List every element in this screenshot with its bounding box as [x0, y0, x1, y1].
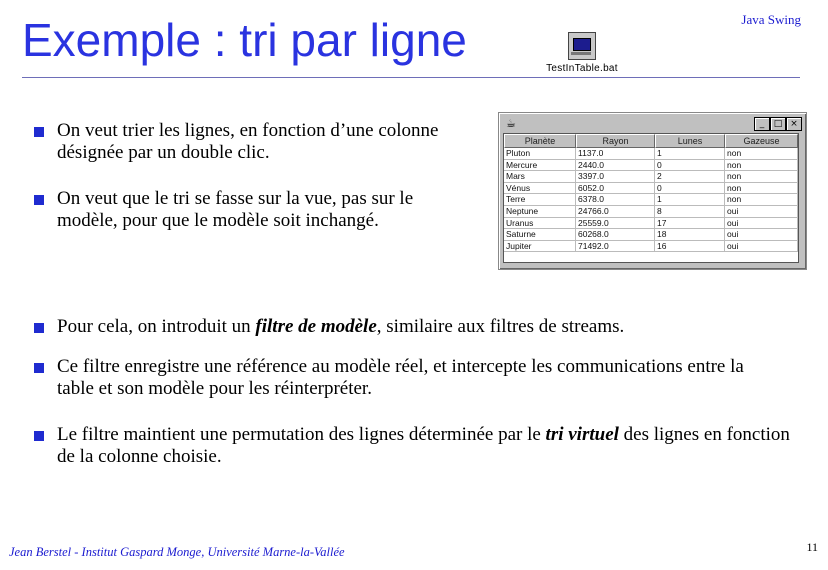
cell[interactable]: non	[725, 160, 798, 172]
cell[interactable]: 3397.0	[576, 171, 655, 183]
table-row[interactable]	[504, 194, 798, 206]
table-row[interactable]	[504, 206, 798, 218]
cell[interactable]: Mercure	[504, 160, 576, 172]
cell[interactable]: Pluton	[504, 148, 576, 160]
page-number: 11	[806, 540, 818, 554]
cell[interactable]: 60268.0	[576, 229, 655, 241]
cell[interactable]: 16	[655, 241, 725, 253]
cell[interactable]: Vénus	[504, 183, 576, 195]
minimize-button[interactable]: _	[754, 117, 770, 131]
cell[interactable]: 18	[655, 229, 725, 241]
bullet-5-emphasis: tri virtuel	[545, 424, 619, 445]
cell[interactable]: oui	[725, 206, 798, 218]
bullet-square-icon	[34, 363, 44, 373]
bullet-square-icon	[34, 323, 44, 333]
bullet-3-text-pre: Pour cela, on introduit un	[57, 316, 256, 337]
batch-file-icon	[568, 32, 596, 60]
bullet-1-text: On veut trier les lignes, en fonction d’une colonne désignée par un double clic.	[57, 120, 439, 163]
table-row[interactable]	[504, 183, 798, 195]
bullet-5-text-pre: Le filtre maintient une permutation des lignes déterminée par le	[57, 424, 546, 445]
table-header	[504, 134, 798, 148]
table-row[interactable]	[504, 241, 798, 253]
bullet-2	[34, 188, 474, 232]
cell[interactable]: 71492.0	[576, 241, 655, 253]
table-row[interactable]	[504, 229, 798, 241]
cell[interactable]: non	[725, 194, 798, 206]
title-rule	[22, 77, 800, 78]
cell[interactable]: non	[725, 183, 798, 195]
desktop-shortcut[interactable]	[542, 32, 622, 74]
cell[interactable]: 0	[655, 183, 725, 195]
slide-footer: Jean Berstel - Institut Gaspard Monge, Université Marne-la-Vallée	[9, 545, 345, 559]
bullet-square-icon	[34, 431, 44, 441]
table-row[interactable]	[504, 160, 798, 172]
cell[interactable]: non	[725, 148, 798, 160]
bullet-2-text: On veut que le tri se fasse sur la vue, pas sur le modèle, pour que le modèle soit inchangé.	[57, 188, 414, 231]
cell[interactable]: 2440.0	[576, 160, 655, 172]
cell[interactable]: Mars	[504, 171, 576, 183]
cell[interactable]: Neptune	[504, 206, 576, 218]
bullet-5-text-post: des lignes en fonction de la colonne choisie.	[57, 424, 790, 467]
cell[interactable]: 25559.0	[576, 218, 655, 230]
table-row[interactable]	[504, 171, 798, 183]
cell[interactable]: oui	[725, 241, 798, 253]
cell[interactable]: Terre	[504, 194, 576, 206]
cell[interactable]: 2	[655, 171, 725, 183]
column-header-lunes[interactable]: Lunes	[655, 134, 725, 148]
cell[interactable]: Uranus	[504, 218, 576, 230]
cell[interactable]: oui	[725, 229, 798, 241]
cell[interactable]: 8	[655, 206, 725, 218]
slide-title: Exemple : tri par ligne	[22, 14, 467, 66]
close-button[interactable]: ×	[786, 117, 802, 131]
cell[interactable]: Jupiter	[504, 241, 576, 253]
cell[interactable]: 1137.0	[576, 148, 655, 160]
cell[interactable]: 24766.0	[576, 206, 655, 218]
header-right: Java Swing	[741, 12, 801, 27]
cell[interactable]: 1	[655, 148, 725, 160]
bullet-5	[34, 424, 794, 468]
table-row[interactable]	[504, 218, 798, 230]
desktop-shortcut-label: TestInTable.bat	[546, 63, 618, 74]
table-row[interactable]	[504, 148, 798, 160]
bullet-4-text: Ce filtre enregistre une référence au modèle réel, et intercepte les communications entre la table et son modèle pour les réinterpréter.	[57, 356, 744, 399]
column-header-planete[interactable]: Planète	[504, 134, 576, 148]
planet-table[interactable]	[503, 133, 799, 263]
cell[interactable]: non	[725, 171, 798, 183]
java-cup-icon: ☕	[506, 117, 516, 130]
cell[interactable]: 1	[655, 194, 725, 206]
cell[interactable]: oui	[725, 218, 798, 230]
cell[interactable]: 6378.0	[576, 194, 655, 206]
cell[interactable]: 17	[655, 218, 725, 230]
bullet-3-text-post: , similaire aux filtres de streams.	[376, 316, 625, 337]
table-window	[498, 112, 807, 270]
cell[interactable]: 0	[655, 160, 725, 172]
cell[interactable]: Saturne	[504, 229, 576, 241]
window-titlebar[interactable]	[502, 116, 803, 132]
column-header-gazeuse[interactable]: Gazeuse	[725, 134, 798, 148]
cell[interactable]: 6052.0	[576, 183, 655, 195]
bullet-1	[34, 120, 474, 164]
bullet-square-icon	[34, 195, 44, 205]
bullet-4	[34, 356, 754, 400]
bullet-square-icon	[34, 127, 44, 137]
maximize-button[interactable]: □	[770, 117, 786, 131]
bullet-3	[34, 316, 794, 338]
column-header-rayon[interactable]: Rayon	[576, 134, 655, 148]
bullet-3-emphasis: filtre de modèle	[255, 316, 377, 337]
